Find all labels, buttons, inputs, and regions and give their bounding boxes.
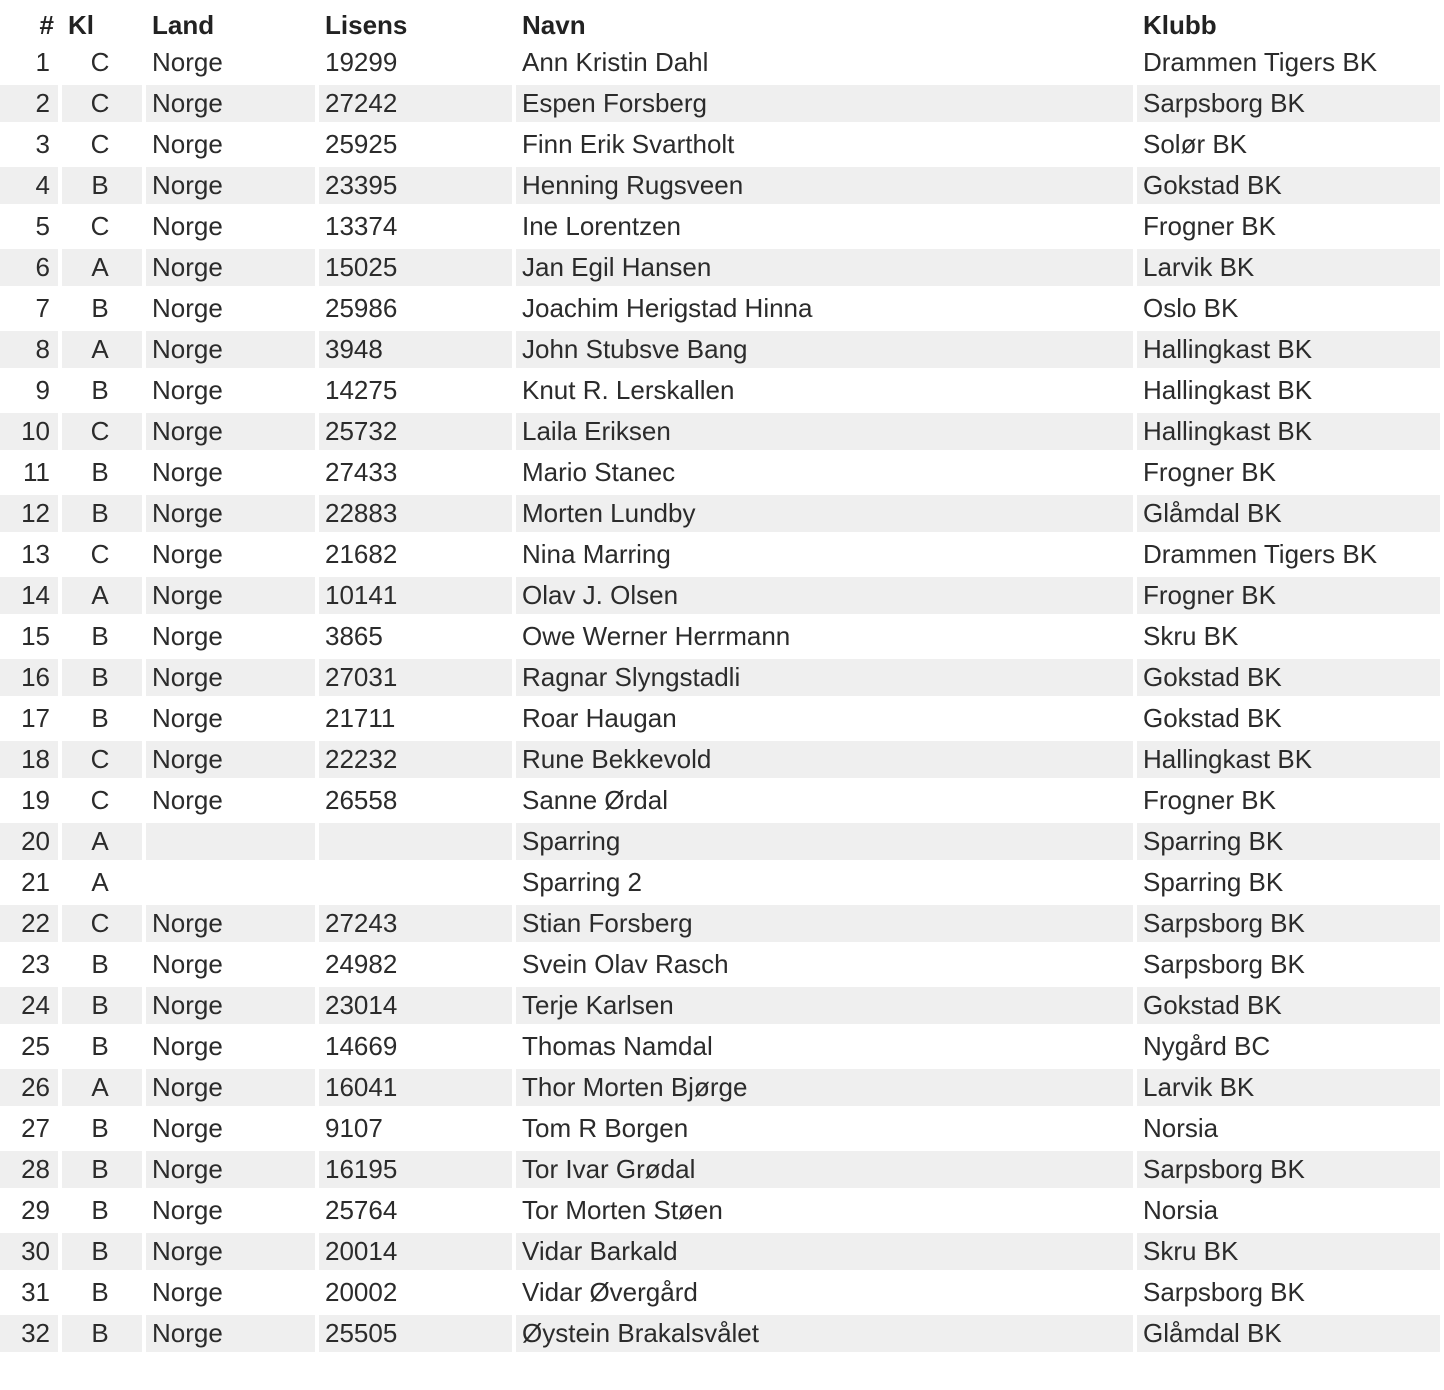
cell-name: Ine Lorentzen [516,208,1137,249]
cell-license: 26558 [319,782,516,823]
table-row[interactable] [0,618,1444,659]
table-row[interactable] [0,1151,1444,1192]
header-country[interactable]: Land [152,10,215,40]
cell-license [319,823,516,864]
cell-name: Espen Forsberg [516,85,1137,126]
cell-club: Sarpsborg BK [1137,946,1444,987]
cell-license: 24982 [319,946,516,987]
cell-country: Norge [146,659,319,700]
cell-license: 16195 [319,1151,516,1192]
cell-name: Øystein Brakalsvålet [516,1315,1137,1356]
cell-country: Norge [146,495,319,536]
cell-number: 19 [0,782,62,823]
cell-club: Sarpsborg BK [1137,1274,1444,1315]
header-row [0,0,1444,40]
cell-class: B [62,1151,146,1192]
header-class[interactable]: Kl [68,10,94,40]
cell-name: John Stubsve Bang [516,331,1137,372]
cell-license: 25925 [319,126,516,167]
cell-license: 23395 [319,167,516,208]
cell-number: 3 [0,126,62,167]
cell-name: Henning Rugsveen [516,167,1137,208]
cell-club: Gokstad BK [1137,659,1444,700]
cell-country: Norge [146,1274,319,1315]
cell-number: 25 [0,1028,62,1069]
cell-license: 14275 [319,372,516,413]
table-row[interactable] [0,85,1444,126]
cell-class: C [62,905,146,946]
cell-club: Glåmdal BK [1137,495,1444,536]
cell-club: Sparring BK [1137,823,1444,864]
cell-club: Skru BK [1137,1233,1444,1274]
cell-license: 21711 [319,700,516,741]
cell-name: Sparring [516,823,1137,864]
cell-number: 6 [0,249,62,290]
cell-name: Roar Haugan [516,700,1137,741]
cell-country: Norge [146,372,319,413]
cell-license: 20014 [319,1233,516,1274]
cell-number: 24 [0,987,62,1028]
cell-class: C [62,782,146,823]
cell-name: Olav J. Olsen [516,577,1137,618]
cell-name: Nina Marring [516,536,1137,577]
cell-club: Hallingkast BK [1137,372,1444,413]
table-row[interactable] [0,372,1444,413]
cell-name: Tor Ivar Grødal [516,1151,1137,1192]
cell-club: Drammen Tigers BK [1137,536,1444,577]
cell-license: 3948 [319,331,516,372]
table-row[interactable] [0,1028,1444,1069]
cell-club: Drammen Tigers BK [1137,40,1444,85]
table-row[interactable] [0,126,1444,167]
table-row[interactable] [0,290,1444,331]
cell-country: Norge [146,290,319,331]
cell-class: B [62,659,146,700]
cell-number: 11 [0,454,62,495]
cell-class: B [62,946,146,987]
cell-number: 21 [0,864,62,905]
cell-number: 27 [0,1110,62,1151]
table-row[interactable] [0,249,1444,290]
header-license[interactable]: Lisens [325,10,408,40]
cell-country: Norge [146,1315,319,1356]
table-row[interactable] [0,331,1444,372]
cell-name: Ragnar Slyngstadli [516,659,1137,700]
cell-number: 32 [0,1315,62,1356]
cell-number: 15 [0,618,62,659]
cell-license: 25764 [319,1192,516,1233]
cell-license: 27433 [319,454,516,495]
cell-license: 27031 [319,659,516,700]
cell-license: 16041 [319,1069,516,1110]
cell-country: Norge [146,454,319,495]
table-row[interactable] [0,1110,1444,1151]
cell-class: C [62,741,146,782]
cell-class: B [62,1315,146,1356]
cell-country: Norge [146,700,319,741]
table-row[interactable] [0,741,1444,782]
table-row[interactable] [0,40,1444,85]
cell-club: Skru BK [1137,618,1444,659]
cell-country: Norge [146,782,319,823]
cell-country: Norge [146,1069,319,1110]
cell-license: 20002 [319,1274,516,1315]
cell-license: 10141 [319,577,516,618]
cell-class: A [62,249,146,290]
cell-name: Stian Forsberg [516,905,1137,946]
cell-country: Norge [146,987,319,1028]
cell-license: 22232 [319,741,516,782]
cell-club: Norsia [1137,1110,1444,1151]
cell-license: 27243 [319,905,516,946]
cell-club: Larvik BK [1137,1069,1444,1110]
table-row[interactable] [0,208,1444,249]
table-row[interactable] [0,577,1444,618]
cell-club: Glåmdal BK [1137,1315,1444,1356]
table-row[interactable] [0,1069,1444,1110]
cell-club: Norsia [1137,1192,1444,1233]
cell-number: 1 [0,40,62,85]
cell-club: Sarpsborg BK [1137,85,1444,126]
cell-number: 14 [0,577,62,618]
cell-club: Sarpsborg BK [1137,1151,1444,1192]
cell-name: Finn Erik Svartholt [516,126,1137,167]
cell-class: A [62,823,146,864]
cell-number: 2 [0,85,62,126]
cell-number: 5 [0,208,62,249]
cell-country: Norge [146,741,319,782]
cell-name: Tom R Borgen [516,1110,1137,1151]
cell-license: 15025 [319,249,516,290]
cell-number: 17 [0,700,62,741]
cell-name: Ann Kristin Dahl [516,40,1137,85]
cell-country: Norge [146,40,319,85]
cell-country: Norge [146,208,319,249]
cell-name: Terje Karlsen [516,987,1137,1028]
cell-country [146,864,319,905]
cell-country: Norge [146,905,319,946]
cell-number: 12 [0,495,62,536]
cell-license: 22883 [319,495,516,536]
table-row[interactable] [0,905,1444,946]
cell-club: Frogner BK [1137,208,1444,249]
cell-class: A [62,577,146,618]
table-row[interactable] [0,823,1444,864]
cell-number: 8 [0,331,62,372]
cell-class: B [62,454,146,495]
cell-class: B [62,987,146,1028]
cell-country: Norge [146,1028,319,1069]
cell-country: Norge [146,331,319,372]
cell-name: Vidar Øvergård [516,1274,1137,1315]
cell-name: Morten Lundby [516,495,1137,536]
table-row[interactable] [0,987,1444,1028]
header-club[interactable]: Klubb [1143,10,1217,40]
table-row[interactable] [0,700,1444,741]
cell-class: B [62,1274,146,1315]
cell-license: 14669 [319,1028,516,1069]
cell-name: Svein Olav Rasch [516,946,1137,987]
cell-license: 27242 [319,85,516,126]
cell-country: Norge [146,1151,319,1192]
cell-number: 26 [0,1069,62,1110]
cell-license: 23014 [319,987,516,1028]
cell-class: B [62,700,146,741]
cell-country: Norge [146,126,319,167]
cell-class: B [62,495,146,536]
cell-club: Sarpsborg BK [1137,905,1444,946]
cell-class: C [62,126,146,167]
cell-class: A [62,1069,146,1110]
cell-name: Sparring 2 [516,864,1137,905]
cell-class: B [62,1233,146,1274]
cell-country: Norge [146,618,319,659]
cell-country: Norge [146,413,319,454]
cell-country: Norge [146,946,319,987]
cell-club: Nygård BC [1137,1028,1444,1069]
cell-number: 23 [0,946,62,987]
cell-name: Thor Morten Bjørge [516,1069,1137,1110]
cell-club: Frogner BK [1137,454,1444,495]
cell-country: Norge [146,1233,319,1274]
cell-club: Frogner BK [1137,577,1444,618]
header-name[interactable]: Navn [522,10,586,40]
cell-license: 25505 [319,1315,516,1356]
cell-license [319,864,516,905]
cell-class: C [62,40,146,85]
cell-name: Thomas Namdal [516,1028,1137,1069]
table-row[interactable] [0,495,1444,536]
cell-club: Hallingkast BK [1137,331,1444,372]
cell-license: 21682 [319,536,516,577]
cell-club: Larvik BK [1137,249,1444,290]
cell-class: B [62,290,146,331]
cell-number: 4 [0,167,62,208]
cell-number: 16 [0,659,62,700]
cell-name: Jan Egil Hansen [516,249,1137,290]
cell-number: 31 [0,1274,62,1315]
table-row[interactable] [0,1192,1444,1233]
cell-license: 25986 [319,290,516,331]
cell-class: C [62,413,146,454]
cell-class: B [62,167,146,208]
cell-class: B [62,1192,146,1233]
table-row[interactable] [0,454,1444,495]
table-row[interactable] [0,659,1444,700]
header-number[interactable]: # [39,10,54,40]
cell-club: Gokstad BK [1137,700,1444,741]
cell-number: 22 [0,905,62,946]
cell-name: Sanne Ørdal [516,782,1137,823]
cell-club: Oslo BK [1137,290,1444,331]
cell-country: Norge [146,249,319,290]
cell-class: B [62,372,146,413]
cell-number: 30 [0,1233,62,1274]
cell-name: Tor Morten Støen [516,1192,1137,1233]
cell-club: Sparring BK [1137,864,1444,905]
cell-number: 28 [0,1151,62,1192]
table-row[interactable] [0,946,1444,987]
cell-name: Mario Stanec [516,454,1137,495]
cell-country [146,823,319,864]
cell-country: Norge [146,536,319,577]
table-row[interactable] [0,1274,1444,1315]
table-row[interactable] [0,782,1444,823]
cell-number: 18 [0,741,62,782]
cell-license: 3865 [319,618,516,659]
cell-license: 25732 [319,413,516,454]
cell-club: Frogner BK [1137,782,1444,823]
cell-name: Laila Eriksen [516,413,1137,454]
cell-class: A [62,331,146,372]
cell-club: Hallingkast BK [1137,413,1444,454]
cell-name: Rune Bekkevold [516,741,1137,782]
cell-class: B [62,618,146,659]
cell-club: Solør BK [1137,126,1444,167]
cell-class: B [62,1028,146,1069]
cell-club: Gokstad BK [1137,987,1444,1028]
cell-class: C [62,208,146,249]
cell-class: C [62,85,146,126]
cell-number: 7 [0,290,62,331]
cell-country: Norge [146,1192,319,1233]
cell-club: Gokstad BK [1137,167,1444,208]
cell-name: Vidar Barkald [516,1233,1137,1274]
cell-number: 29 [0,1192,62,1233]
table-row[interactable] [0,1315,1444,1356]
cell-class: B [62,1110,146,1151]
table-row[interactable] [0,1233,1444,1274]
cell-number: 9 [0,372,62,413]
cell-name: Joachim Herigstad Hinna [516,290,1137,331]
table-row[interactable] [0,536,1444,577]
cell-country: Norge [146,577,319,618]
cell-country: Norge [146,85,319,126]
cell-number: 10 [0,413,62,454]
cell-country: Norge [146,167,319,208]
cell-club: Hallingkast BK [1137,741,1444,782]
cell-name: Knut R. Lerskallen [516,372,1137,413]
table-row[interactable] [0,167,1444,208]
cell-license: 13374 [319,208,516,249]
cell-class: A [62,864,146,905]
table-row[interactable] [0,413,1444,454]
table-header [0,0,1444,40]
cell-number: 13 [0,536,62,577]
cell-country: Norge [146,1110,319,1151]
cell-license: 9107 [319,1110,516,1151]
cell-class: C [62,536,146,577]
cell-name: Owe Werner Herrmann [516,618,1137,659]
table-row[interactable] [0,864,1444,905]
cell-license: 19299 [319,40,516,85]
cell-number: 20 [0,823,62,864]
table-body [0,40,1444,1356]
